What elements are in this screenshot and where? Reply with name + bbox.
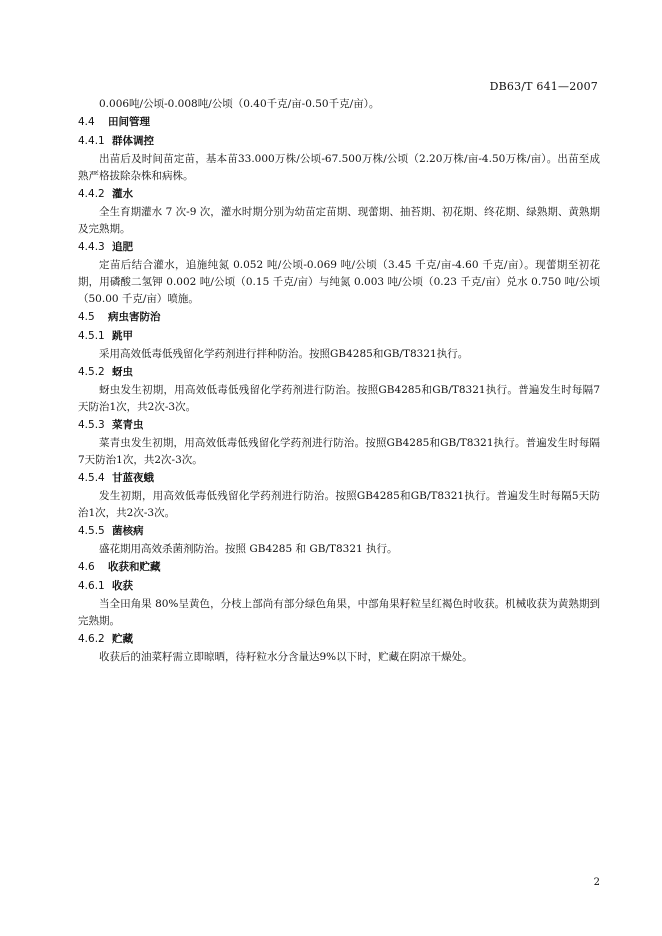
section-title: 收获和贮藏 <box>108 561 161 573</box>
section-title: 蚜虫 <box>112 366 133 378</box>
section-title: 追肥 <box>112 241 133 253</box>
subsection-heading <box>78 416 600 435</box>
paragraph: 盛花期用高效杀菌剂防治。按照 GB4285 和 GB/T8321 执行。 <box>99 543 398 555</box>
document-code-header: DB63/T 641—2007 <box>489 80 598 93</box>
section-number: 4.6 <box>78 561 95 573</box>
paragraph: 0.006吨/公顷-0.008吨/公顷（0.40千克/亩-0.50千克/亩）。 <box>99 98 380 110</box>
section-title: 菌核病 <box>112 525 144 537</box>
section-title: 菜青虫 <box>112 419 144 431</box>
paragraph: 全生育期灌水 7 次-9 次，灌水时期分别为幼苗定苗期、现蕾期、抽苔期、初花期、终花期、绿熟期、黄熟期及完熟期。 <box>78 206 600 235</box>
subsection-heading <box>78 132 600 151</box>
section-heading <box>78 308 600 327</box>
subsection-heading <box>78 522 600 541</box>
section-heading <box>78 558 600 577</box>
section-number: 4.4 <box>78 116 95 128</box>
paragraph: 蚜虫发生初期，用高效低毒低残留化学药剂进行防治。按照GB4285和GB/T8321执行。普遍发生时每隔7天防治1次，共2次-3次。 <box>78 384 600 413</box>
section-number: 4.5.5 <box>78 525 105 537</box>
section-number: 4.5.3 <box>78 419 105 431</box>
subsection-heading <box>78 185 600 204</box>
subsection-heading <box>78 630 600 649</box>
subsection-heading <box>78 238 600 257</box>
section-number: 4.5.2 <box>78 366 105 378</box>
page-number: 2 <box>593 877 600 888</box>
paragraph: 发生初期，用高效低毒低残留化学药剂进行防治。按照GB4285和GB/T8321执行。普遍发生时每隔5天防治1次，共2次-3次。 <box>78 490 600 519</box>
section-title: 贮藏 <box>112 633 133 645</box>
paragraph: 出苗后及时间苗定苗，基本苗33.000万株/公顷-67.500万株/公顷（2.20万株/亩-4.50万株/亩）。出苗至成熟严格拔除杂株和病株。 <box>78 153 600 182</box>
section-number: 4.5 <box>78 311 95 323</box>
subsection-heading <box>78 363 600 382</box>
paragraph: 当全田角果 80%呈黄色，分枝上部尚有部分绿色角果，中部角果籽粒呈红褐色时收获。机械收获为黄熟期到完熟期。 <box>78 598 600 627</box>
section-number: 4.5.1 <box>78 330 105 342</box>
section-number: 4.6.1 <box>78 580 105 592</box>
section-number: 4.4.3 <box>78 241 105 253</box>
paragraph: 收获后的油菜籽需立即晾晒，待籽粒水分含量达9%以下时，贮藏在阴凉干燥处。 <box>99 651 473 663</box>
section-title: 灌水 <box>112 188 133 200</box>
section-title: 甘蓝夜蛾 <box>112 472 154 484</box>
subsection-heading <box>78 327 600 346</box>
document-body <box>78 96 600 666</box>
section-number: 4.4.2 <box>78 188 105 200</box>
subsection-heading <box>78 469 600 488</box>
section-number: 4.4.1 <box>78 135 105 147</box>
section-number: 4.6.2 <box>78 633 105 645</box>
section-number: 4.5.4 <box>78 472 105 484</box>
paragraph: 采用高效低毒低残留化学药剂进行拌种防治。按照GB4285和GB/T8321执行。 <box>99 348 469 360</box>
section-title: 病虫害防治 <box>108 311 161 323</box>
subsection-heading <box>78 577 600 596</box>
section-title: 收获 <box>112 580 133 592</box>
paragraph: 菜青虫发生初期，用高效低毒低残留化学药剂进行防治。按照GB4285和GB/T8321执行。普遍发生时每隔7天防治1次，共2次-3次。 <box>78 437 600 466</box>
section-title: 跳甲 <box>112 330 133 342</box>
section-title: 田间管理 <box>108 116 150 128</box>
section-heading <box>78 113 600 132</box>
section-title: 群体调控 <box>112 135 154 147</box>
paragraph: 定苗后结合灌水，追施纯氮 0.052 吨/公顷-0.069 吨/公顷（3.45 千克/亩-4.60 千克/亩）。现蕾期至初花期，用磷酸二氢钾 0.002 吨/公顷（0.15 千克/亩）与纯氮 0.003 吨/公顷（0.23 千克/亩）兑水 0.750 吨/公顷（50.00 千克/亩）喷施。 <box>78 259 600 305</box>
